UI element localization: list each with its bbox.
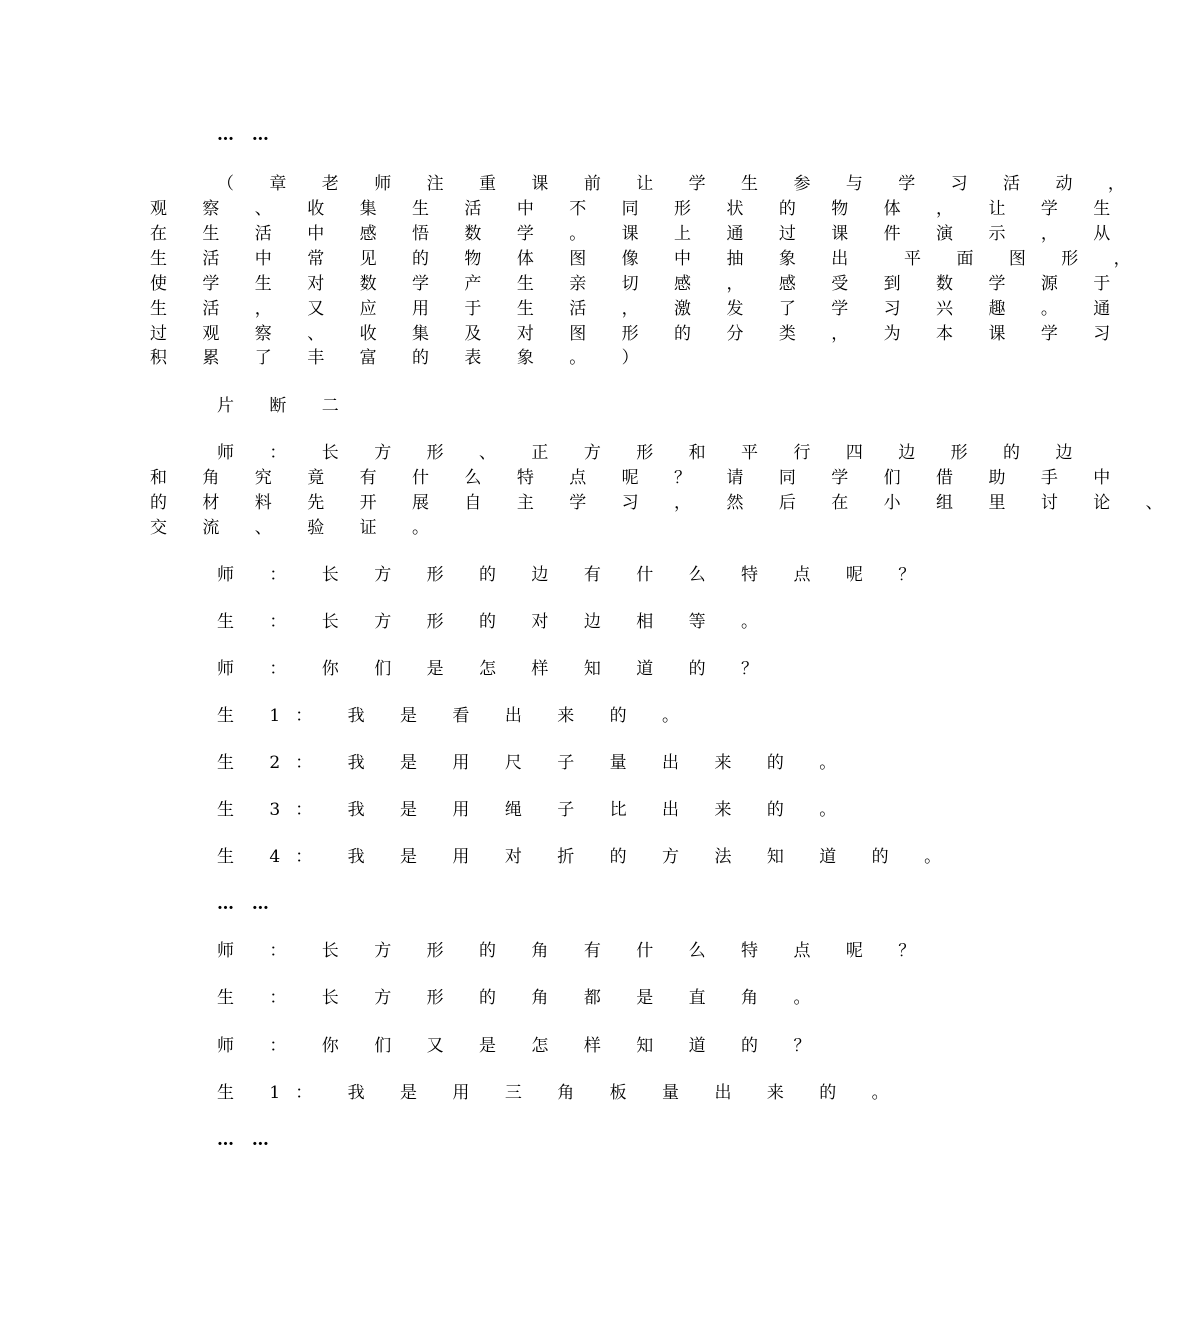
ellipsis: … … <box>217 1130 271 1150</box>
dialogue-line: 师 ： 你 们 又 是 怎 样 知 道 的 ？ <box>217 1036 826 1056</box>
dialogue-line: 生 2： 我 是 用 尺 子 量 出 来 的 。 <box>217 753 852 773</box>
intro-line-3: 的 材 料 先 开 展 自 主 学 习 ， 然 后 在 小 组 里 讨 论 、 <box>150 493 1178 513</box>
dialogue-line: 师 ： 长 方 形 的 边 有 什 么 特 点 呢 ？ <box>217 565 931 585</box>
dialogue-line: 生 ： 长 方 形 的 对 边 相 等 。 <box>217 612 774 632</box>
dialogue-line: 生 3： 我 是 用 绳 子 比 出 来 的 。 <box>217 800 852 820</box>
comment-line-7: 过 观 察 、 收 集 及 对 图 形 的 分 类 ， 为 本 课 学 习 <box>150 324 1126 344</box>
comment-line-1: （ 章 老 师 注 重 课 前 让 学 生 参 与 学 习 活 动 ， <box>217 174 1140 194</box>
section-title: 片 断 二 <box>217 396 354 416</box>
intro-line-2: 和 角 究 竟 有 什 么 特 点 呢 ？ 请 同 学 们 借 助 手 中 <box>150 468 1126 488</box>
intro-line-4: 交 流 、 验 证 。 <box>150 518 445 538</box>
comment-line-2: 观 察 、 收 集 生 活 中 不 同 形 状 的 物 体 ， 让 学 生 <box>150 199 1126 219</box>
comment-line-8: 积 累 了 丰 富 的 表 象 。 ） <box>150 348 654 368</box>
comment-line-4: 生 活 中 常 见 的 物 体 图 像 中 抽 象 出 平 面 图 形 ， <box>150 249 1146 269</box>
dialogue-line: 生 1： 我 是 看 出 来 的 。 <box>217 706 695 726</box>
comment-line-6: 生 活 ， 又 应 用 于 生 活 ， 激 发 了 学 习 兴 趣 。 通 <box>150 299 1126 319</box>
intro-line-1: 师 ： 长 方 形 、 正 方 形 和 平 行 四 边 形 的 边 <box>217 443 1088 463</box>
dialogue-line: 师 ： 长 方 形 的 角 有 什 么 特 点 呢 ？ <box>217 941 931 961</box>
dialogue-line: 生 ： 长 方 形 的 角 都 是 直 角 。 <box>217 988 826 1008</box>
dialogue-line: 生 4： 我 是 用 对 折 的 方 法 知 道 的 。 <box>217 847 957 867</box>
comment-line-3: 在 生 活 中 感 悟 数 学 。 课 上 通 过 课 件 演 示 ， 从 <box>150 224 1126 244</box>
ellipsis: … … <box>217 125 271 145</box>
dialogue-line: 生 1： 我 是 用 三 角 板 量 出 来 的 。 <box>217 1083 904 1103</box>
dialogue-line: 师 ： 你 们 是 怎 样 知 道 的 ？ <box>217 659 774 679</box>
ellipsis: … … <box>217 894 271 914</box>
comment-line-5: 使 学 生 对 数 学 产 生 亲 切 感 ， 感 受 到 数 学 源 于 <box>150 274 1126 294</box>
